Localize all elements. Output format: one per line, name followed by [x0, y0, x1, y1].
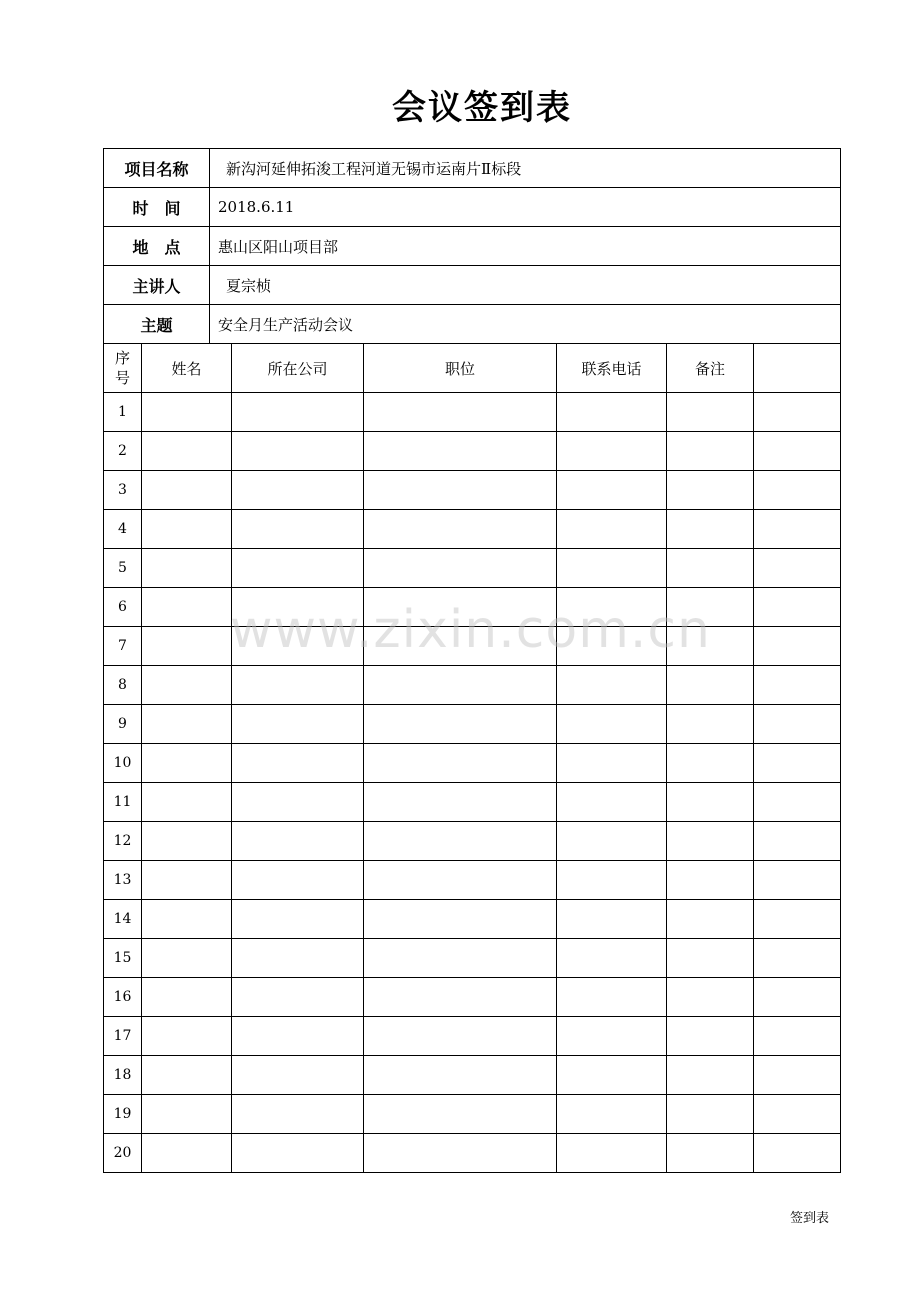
company-cell[interactable]	[232, 900, 364, 939]
table-row	[104, 978, 841, 1017]
row-number: 5	[104, 549, 142, 588]
phone-cell[interactable]	[557, 1017, 667, 1056]
footer-label: 签到表	[790, 1211, 830, 1226]
extra-cell[interactable]	[754, 900, 841, 939]
place-value[interactable]: 惠山区阳山项目部	[210, 227, 841, 266]
position-cell[interactable]	[364, 432, 557, 471]
table-row	[104, 939, 841, 978]
row-number: 8	[104, 666, 142, 705]
row-number: 20	[104, 1134, 142, 1173]
row-number: 10	[104, 744, 142, 783]
header-position: 职位	[364, 344, 557, 393]
row-number: 3	[104, 471, 142, 510]
remark-cell[interactable]	[667, 939, 754, 978]
company-cell[interactable]	[232, 1017, 364, 1056]
remark-cell[interactable]	[667, 744, 754, 783]
info-row-project	[104, 149, 841, 188]
phone-cell[interactable]	[557, 510, 667, 549]
table-row	[104, 549, 841, 588]
name-cell[interactable]	[142, 549, 232, 588]
extra-cell[interactable]	[754, 978, 841, 1017]
position-cell[interactable]	[364, 705, 557, 744]
company-cell[interactable]	[232, 432, 364, 471]
row-number: 15	[104, 939, 142, 978]
company-cell[interactable]	[232, 627, 364, 666]
table-row	[104, 1134, 841, 1173]
phone-cell[interactable]	[557, 393, 667, 432]
row-number: 9	[104, 705, 142, 744]
phone-cell[interactable]	[557, 783, 667, 822]
table-row	[104, 783, 841, 822]
position-cell[interactable]	[364, 939, 557, 978]
phone-cell[interactable]	[557, 666, 667, 705]
phone-cell[interactable]	[557, 1134, 667, 1173]
info-table	[103, 148, 841, 344]
header-company: 所在公司	[232, 344, 364, 393]
row-number: 13	[104, 861, 142, 900]
extra-cell[interactable]	[754, 510, 841, 549]
table-row	[104, 510, 841, 549]
remark-cell[interactable]	[667, 705, 754, 744]
row-number: 4	[104, 510, 142, 549]
phone-cell[interactable]	[557, 471, 667, 510]
table-row	[104, 861, 841, 900]
extra-cell[interactable]	[754, 393, 841, 432]
time-label: 时 间	[104, 188, 210, 227]
extra-cell[interactable]	[754, 1017, 841, 1056]
company-cell[interactable]	[232, 471, 364, 510]
remark-cell[interactable]	[667, 822, 754, 861]
position-cell[interactable]	[364, 666, 557, 705]
phone-cell[interactable]	[557, 1056, 667, 1095]
position-cell[interactable]	[364, 861, 557, 900]
extra-cell[interactable]	[754, 744, 841, 783]
extra-cell[interactable]	[754, 1095, 841, 1134]
row-number: 2	[104, 432, 142, 471]
remark-cell[interactable]	[667, 1056, 754, 1095]
row-number: 11	[104, 783, 142, 822]
extra-cell[interactable]	[754, 549, 841, 588]
table-row	[104, 705, 841, 744]
name-cell[interactable]	[142, 861, 232, 900]
header-name: 姓名	[142, 344, 232, 393]
position-cell[interactable]	[364, 588, 557, 627]
remark-cell[interactable]	[667, 666, 754, 705]
company-cell[interactable]	[232, 939, 364, 978]
company-cell[interactable]	[232, 549, 364, 588]
extra-cell[interactable]	[754, 666, 841, 705]
remark-cell[interactable]	[667, 393, 754, 432]
sign-table	[103, 343, 841, 1173]
remark-cell[interactable]	[667, 861, 754, 900]
company-cell[interactable]	[232, 822, 364, 861]
company-cell[interactable]	[232, 393, 364, 432]
position-cell[interactable]	[364, 549, 557, 588]
phone-cell[interactable]	[557, 978, 667, 1017]
name-cell[interactable]	[142, 627, 232, 666]
name-cell[interactable]	[142, 744, 232, 783]
position-cell[interactable]	[364, 393, 557, 432]
company-cell[interactable]	[232, 705, 364, 744]
remark-cell[interactable]	[667, 1095, 754, 1134]
table-row	[104, 588, 841, 627]
table-row	[104, 471, 841, 510]
remark-cell[interactable]	[667, 471, 754, 510]
name-cell[interactable]	[142, 510, 232, 549]
row-number: 17	[104, 1017, 142, 1056]
name-cell[interactable]	[142, 978, 232, 1017]
extra-cell[interactable]	[754, 861, 841, 900]
remark-cell[interactable]	[667, 627, 754, 666]
company-cell[interactable]	[232, 510, 364, 549]
table-row	[104, 744, 841, 783]
header-extra	[754, 344, 841, 393]
extra-cell[interactable]	[754, 588, 841, 627]
remark-cell[interactable]	[667, 432, 754, 471]
name-cell[interactable]	[142, 1134, 232, 1173]
topic-value[interactable]: 安全月生产活动会议	[210, 305, 841, 344]
info-row-topic	[104, 305, 841, 344]
position-cell[interactable]	[364, 744, 557, 783]
company-cell[interactable]	[232, 744, 364, 783]
extra-cell[interactable]	[754, 627, 841, 666]
extra-cell[interactable]	[754, 783, 841, 822]
company-cell[interactable]	[232, 1095, 364, 1134]
position-cell[interactable]	[364, 1017, 557, 1056]
extra-cell[interactable]	[754, 432, 841, 471]
extra-cell[interactable]	[754, 705, 841, 744]
phone-cell[interactable]	[557, 861, 667, 900]
position-cell[interactable]	[364, 900, 557, 939]
row-number: 16	[104, 978, 142, 1017]
remark-cell[interactable]	[667, 978, 754, 1017]
company-cell[interactable]	[232, 588, 364, 627]
table-row	[104, 432, 841, 471]
info-row-place	[104, 227, 841, 266]
row-number: 14	[104, 900, 142, 939]
header-phone: 联系电话	[557, 344, 667, 393]
header-seq-bottom: 号	[114, 369, 130, 387]
extra-cell[interactable]	[754, 1134, 841, 1173]
remark-cell[interactable]	[667, 1134, 754, 1173]
extra-cell[interactable]	[754, 939, 841, 978]
table-row	[104, 1056, 841, 1095]
position-cell[interactable]	[364, 1095, 557, 1134]
phone-cell[interactable]	[557, 549, 667, 588]
speaker-label: 主讲人	[104, 266, 210, 305]
header-remark: 备注	[667, 344, 754, 393]
phone-cell[interactable]	[557, 432, 667, 471]
position-cell[interactable]	[364, 822, 557, 861]
name-cell[interactable]	[142, 1017, 232, 1056]
watermark: www.zixin.com.cn	[230, 600, 711, 660]
position-cell[interactable]	[364, 978, 557, 1017]
company-cell[interactable]	[232, 666, 364, 705]
project-label: 项目名称	[104, 149, 210, 188]
row-number: 6	[104, 588, 142, 627]
position-cell[interactable]	[364, 1056, 557, 1095]
name-cell[interactable]	[142, 666, 232, 705]
info-row-time	[104, 188, 841, 227]
name-cell[interactable]	[142, 939, 232, 978]
remark-cell[interactable]	[667, 549, 754, 588]
place-label: 地 点	[104, 227, 210, 266]
phone-cell[interactable]	[557, 627, 667, 666]
remark-cell[interactable]	[667, 510, 754, 549]
name-cell[interactable]	[142, 1056, 232, 1095]
phone-cell[interactable]	[557, 939, 667, 978]
name-cell[interactable]	[142, 822, 232, 861]
row-number: 12	[104, 822, 142, 861]
position-cell[interactable]	[364, 510, 557, 549]
position-cell[interactable]	[364, 1134, 557, 1173]
name-cell[interactable]	[142, 705, 232, 744]
info-row-speaker	[104, 266, 841, 305]
remark-cell[interactable]	[667, 1017, 754, 1056]
extra-cell[interactable]	[754, 1056, 841, 1095]
remark-cell[interactable]	[667, 588, 754, 627]
phone-cell[interactable]	[557, 705, 667, 744]
row-number: 19	[104, 1095, 142, 1134]
table-row	[104, 900, 841, 939]
row-number: 7	[104, 627, 142, 666]
company-cell[interactable]	[232, 783, 364, 822]
speaker-value[interactable]: 夏宗桢	[210, 266, 841, 305]
name-cell[interactable]	[142, 783, 232, 822]
remark-cell[interactable]	[667, 900, 754, 939]
row-number: 18	[104, 1056, 142, 1095]
position-cell[interactable]	[364, 471, 557, 510]
phone-cell[interactable]	[557, 744, 667, 783]
name-cell[interactable]	[142, 471, 232, 510]
table-row	[104, 1017, 841, 1056]
extra-cell[interactable]	[754, 471, 841, 510]
name-cell[interactable]	[142, 588, 232, 627]
phone-cell[interactable]	[557, 900, 667, 939]
page-title: 会议签到表	[392, 88, 572, 128]
company-cell[interactable]	[232, 978, 364, 1017]
sign-in-sheet	[103, 148, 840, 1173]
phone-cell[interactable]	[557, 822, 667, 861]
header-seq	[104, 344, 142, 393]
name-cell[interactable]	[142, 1095, 232, 1134]
table-row	[104, 822, 841, 861]
project-value[interactable]: 新沟河延伸拓浚工程河道无锡市运南片Ⅱ标段	[210, 149, 841, 188]
time-value[interactable]: 2018.6.11	[210, 188, 841, 227]
phone-cell[interactable]	[557, 1095, 667, 1134]
company-cell[interactable]	[232, 1056, 364, 1095]
table-header-row	[104, 344, 841, 393]
extra-cell[interactable]	[754, 822, 841, 861]
header-seq-top: 序	[114, 349, 130, 367]
table-row	[104, 666, 841, 705]
phone-cell[interactable]	[557, 588, 667, 627]
topic-label: 主题	[104, 305, 210, 344]
table-row	[104, 393, 841, 432]
position-cell[interactable]	[364, 783, 557, 822]
row-number: 1	[104, 393, 142, 432]
table-row	[104, 1095, 841, 1134]
name-cell[interactable]	[142, 900, 232, 939]
company-cell[interactable]	[232, 861, 364, 900]
company-cell[interactable]	[232, 1134, 364, 1173]
name-cell[interactable]	[142, 432, 232, 471]
remark-cell[interactable]	[667, 783, 754, 822]
table-row	[104, 627, 841, 666]
name-cell[interactable]	[142, 393, 232, 432]
position-cell[interactable]	[364, 627, 557, 666]
